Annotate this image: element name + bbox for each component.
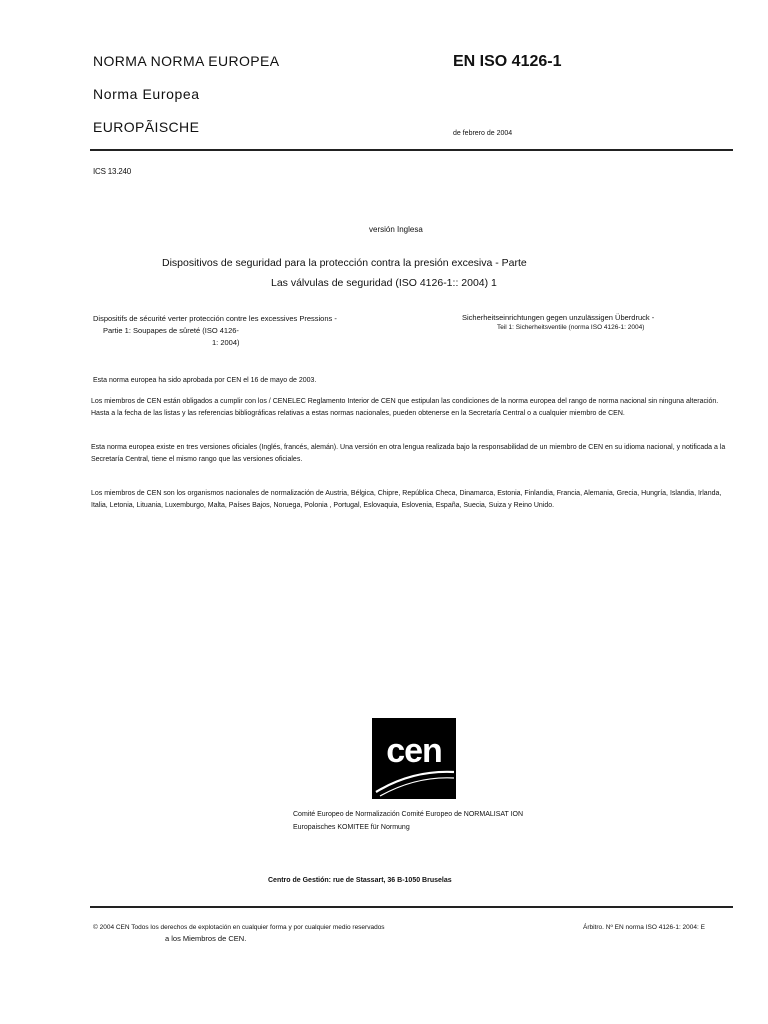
paragraph-members: Los miembros de CEN son los organismos nacionales de normalización de Austria, Bélgica, Chipre, República Checa, Dinamarca, Estonia, Finlandia, Francia, Alemania, Grecia, Hungría, Islandia, Irlanda, Italia, Letonia, Lituania, Luxemburgo, Malta, Países Bajos, Noruega, Polonia , Portugal, Eslovaquia, Eslovenia, España, Suecia, Suiza y Reino Unido.: [91, 490, 722, 509]
french-title: [93, 313, 373, 349]
footer-divider: [90, 906, 733, 908]
french-title-line-1: Dispositifs de sécurité verter protección contre les excessives Pressions -: [93, 314, 337, 323]
header-norma-line: NORMA NORMA EUROPEA: [93, 53, 280, 69]
copyright-notice: © 2004 CEN Todos los derechos de explotación en cualquier forma y por cualquier medio reservados: [93, 924, 385, 931]
standard-number: EN ISO 4126-1: [453, 53, 562, 70]
french-title-line-3: 1: 2004): [212, 338, 240, 347]
header-divider: [90, 149, 733, 151]
german-title-line-2: Teil 1: Sicherheitsventile (norma ISO 4126-1: 2004): [497, 324, 645, 331]
management-centre: Centro de Gestión: rue de Stassart, 36 B-1050 Bruselas: [268, 877, 452, 884]
version-label: versión Inglesa: [369, 225, 423, 234]
ics-code: ICS 13.240: [93, 167, 132, 176]
publication-date: de febrero de 2004: [453, 130, 513, 137]
german-title-line-1: Sicherheitseinrichtungen gegen unzulässigen Überdruck -: [462, 313, 655, 322]
header-europaische: EUROPÃISCHE: [93, 119, 200, 135]
paragraph-obligations: Los miembros de CEN están obligados a cumplir con los / CENELEC Reglamento Interior de CEN que estipulan las condiciones de la norma europea del rango de norma nacional sin ninguna alteración. Hasta a la fecha de las listas y las referencias bibliográficas relativas a estas normas nacionales, pueden obtenerse en la Secretaría Central o a cualquier miembro de CEN.: [91, 398, 719, 417]
german-title: [462, 313, 722, 331]
svg-text:cen: cen: [386, 732, 442, 770]
approval-note: Esta norma europea ha sido aprobada por CEN el 16 de mayo de 2003.: [93, 377, 317, 384]
footer-members-line: a los Miembros de CEN.: [165, 934, 247, 943]
title-line-2: Las válvulas de seguridad (ISO 4126-1:: 2004) 1: [271, 277, 497, 289]
header-norma-europea: Norma Europea: [93, 86, 200, 102]
committee-line-1: Comité Europeo de Normalización Comité Europeo de NORMALISAT ION: [293, 811, 524, 818]
cen-logo: [372, 718, 456, 799]
paragraph-versions: Esta norma europea existe en tres versiones oficiales (Inglés, francés, alemán). Una versión en otra lengua realizada bajo la responsabilidad de un miembro de CEN en su idioma nacional, y notificada a la Secretaría Central, tiene el mismo rango que las versiones oficiales.: [91, 444, 726, 463]
french-title-line-2: Partie 1: Soupapes de sûreté (ISO 4126-: [103, 326, 239, 335]
committee-line-2: Europaisches KOMITEE für Normung: [293, 824, 410, 831]
committee-info: [293, 808, 523, 834]
reference-number: Árbitro. Nº EN norma ISO 4126-1: 2004: E: [583, 924, 705, 931]
title-line-1: Dispositivos de seguridad para la protección contra la presión excesiva - Parte: [162, 257, 527, 269]
cen-logo-graphic: [372, 718, 456, 799]
